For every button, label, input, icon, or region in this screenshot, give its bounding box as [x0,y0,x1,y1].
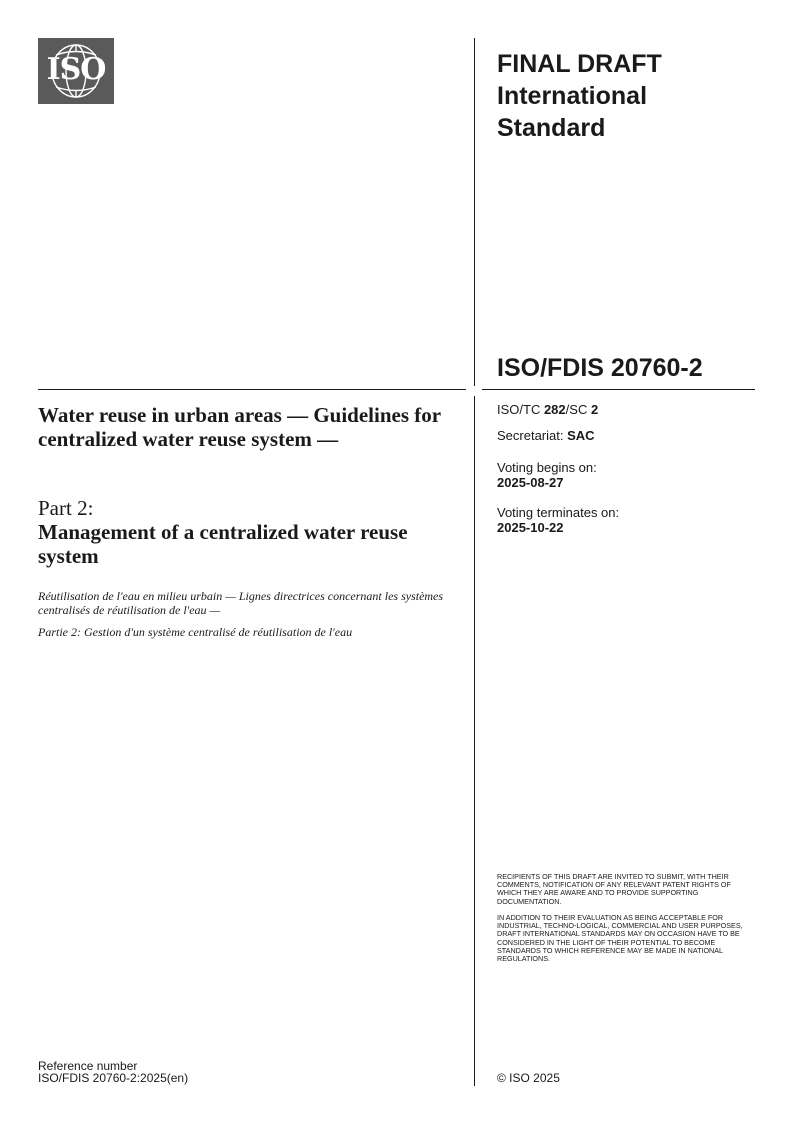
voting-terminates-date [497,520,757,536]
document-title: Water reuse in urban areas — Guidelines for centralized water reuse system — [38,403,441,451]
reference-number: ISO/FDIS 20760-2:2025(en) [38,1071,189,1085]
secretariat-value: SAC [567,428,595,443]
voting-begins-date [497,475,757,491]
voting-begins-value: 2025-08-27 [497,475,564,490]
reference-label: Reference number [38,1059,138,1073]
voting-terminates-value: 2025-10-22 [497,520,564,535]
logo-text: ISO [46,52,106,87]
horizontal-divider-left [38,389,466,390]
notice-paragraph-2: IN ADDITION TO THEIR EVALUATION AS BEING ACCEPTABLE FOR INDUSTRIAL, TECHNO-LOGICAL, COMMERCIAL AND USER PURPOSES, DRAFT INTERNATIONAL STANDARDS MAY ON OCCASION HAVE TO BE CONSIDERED IN THE LIGHT OF THEIR POTENTIAL TO BECOME STANDARDS TO WHICH REFERENCE MAY BE MADE IN NATIONAL REGULATIONS. [497,913,743,964]
vertical-divider-bottom [474,396,475,1086]
notice-paragraph-1: RECIPIENTS OF THIS DRAFT ARE INVITED TO SUBMIT, WITH THEIR COMMENTS, NOTIFICATION OF ANY RELEVANT PATENT RIGHTS OF WHICH THEY ARE AWARE AND TO PROVIDE SUPPORTING DOCUMENTATION. [497,872,731,906]
committee-prefix: ISO/TC [497,402,544,417]
voting-terminates-label: Voting terminates on: [497,505,620,520]
draft-status-heading [497,48,757,144]
secretariat-label: Secretariat: [497,428,568,443]
secretariat-line [497,428,757,444]
copyright: © ISO 2025 [497,1071,560,1085]
draft-line-2: International [497,82,648,110]
iso-logo [38,38,114,104]
draft-line-1: FINAL DRAFT [497,50,662,78]
french-title: Réutilisation de l'eau en milieu urbain — Lignes directrices concernant les systèmes centralisés de réutilisation de l'eau — [38,589,444,617]
document-number: ISO/FDIS 20760-2 [497,354,703,382]
tc-number: 282 [543,402,566,417]
horizontal-divider-right [482,389,755,390]
sc-prefix: /SC [565,402,591,417]
sc-number: 2 [590,402,599,417]
voting-begins-label: Voting begins on: [497,460,597,475]
committee-line [497,402,757,418]
french-part-title: Partie 2: Gestion d'un système centralisé de réutilisation de l'eau [38,625,353,639]
part-title: Management of a centralized water reuse system [38,520,408,568]
part-label: Part 2: [38,496,94,520]
vertical-divider-top [474,38,475,386]
draft-line-3: Standard [497,114,606,142]
